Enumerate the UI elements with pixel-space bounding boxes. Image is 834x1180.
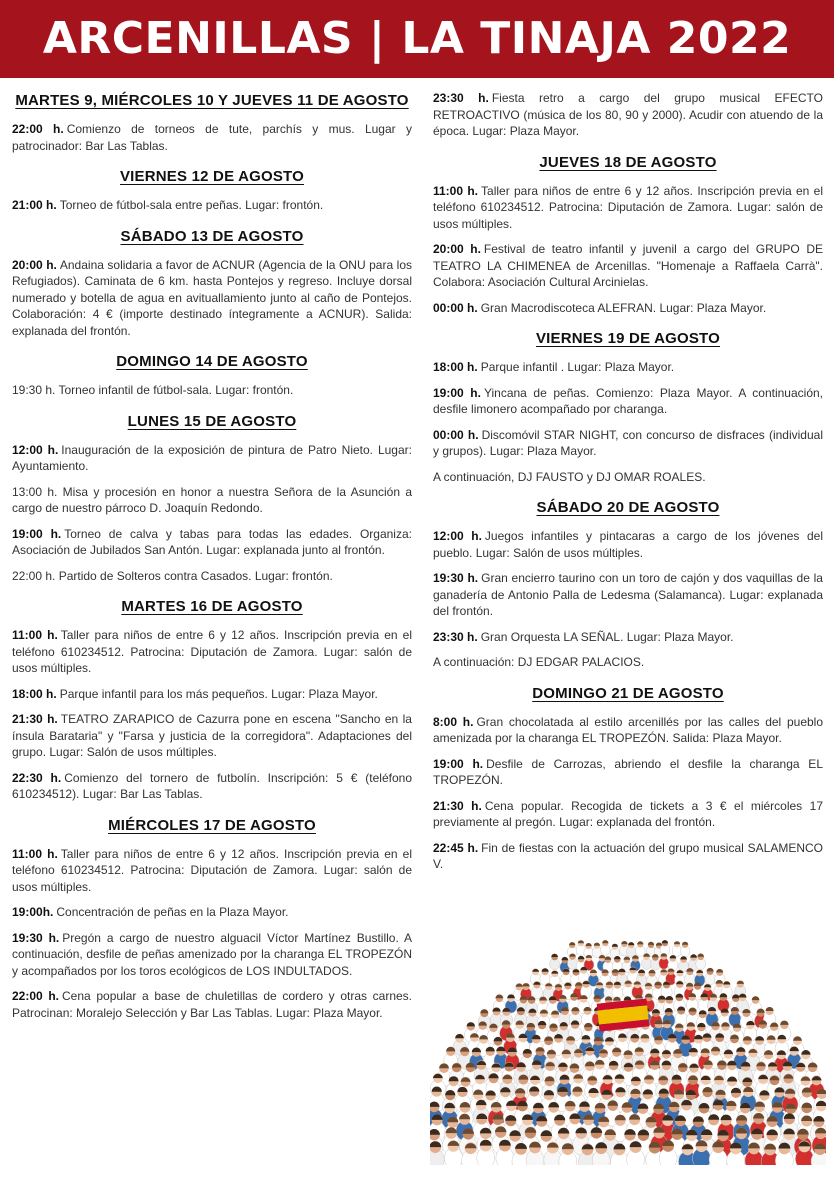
day-heading: DOMINGO 21 DE AGOSTO xyxy=(532,684,724,702)
person-hair xyxy=(638,970,645,974)
event-time: 11:00 h. xyxy=(12,846,58,861)
day-heading: VIERNES 19 DE AGOSTO xyxy=(535,330,721,347)
crowd-photo xyxy=(430,925,826,1165)
day-section xyxy=(433,499,823,671)
title-banner xyxy=(0,0,834,78)
person-hair xyxy=(605,956,612,959)
day-section xyxy=(433,685,823,873)
event-time: 22:45 h. xyxy=(433,840,479,855)
person-hair xyxy=(628,942,634,945)
person-hair xyxy=(578,940,584,943)
event-time: 12:00 h. xyxy=(433,529,482,543)
event-entry xyxy=(433,469,823,486)
person-hair xyxy=(716,969,723,973)
event-entry xyxy=(433,756,823,789)
event-entry xyxy=(433,570,823,620)
day-section xyxy=(433,90,823,140)
event-time: 00:00 h. xyxy=(433,300,478,315)
event-entry xyxy=(12,382,412,399)
event-entry xyxy=(12,526,412,559)
event-description: Gran encierro taurino con un toro de cajón y dos vaquillas de la ganadería de Antonio Palla de Ledesma (Salamanca). Lugar: explanada del frontón. xyxy=(433,571,823,618)
person-hair xyxy=(602,940,608,943)
event-entry xyxy=(433,840,823,873)
person-hair xyxy=(766,1007,774,1011)
day-section xyxy=(433,330,823,485)
event-entry xyxy=(433,385,823,418)
day-heading: JUEVES 18 DE AGOSTO xyxy=(539,153,717,171)
event-description: Cena popular. Recogida de tickets a 3 € el miércoles 17 previamente al pregón. Lugar: explanada del frontón. xyxy=(433,798,823,829)
person-hair xyxy=(780,1021,789,1025)
day-heading: DOMINGO 14 DE AGOSTO xyxy=(116,353,308,370)
event-entry xyxy=(433,528,823,561)
event-entry xyxy=(12,627,412,677)
event-time: 18:00 h. xyxy=(433,360,478,374)
day-section xyxy=(12,92,412,154)
event-description: Fin de fiestas con la actuación del grupo musical SALAMENCO V. xyxy=(433,840,823,871)
event-description: Juegos infantiles y pintacaras a cargo de los jóvenes del pueblo. Lugar: Salón de usos múltiples. xyxy=(433,529,823,560)
event-description: Taller para niños de entre 6 y 12 años. Inscripción previa en el teléfono 610234512. Patrocina: Diputación de Zamora. Lugar: salón de usos múltiples. xyxy=(12,628,412,675)
event-description: 19:30 h. Torneo infantil de fútbol-sala. Lugar: frontón. xyxy=(12,383,294,397)
event-entry xyxy=(433,90,823,140)
event-description: Comienzo de torneos de tute, parchís y mus. Lugar y patrocinador: Bar Las Tablas. xyxy=(12,122,412,153)
event-time: 21:00 h. xyxy=(12,198,57,212)
event-description: A continuación: DJ EDGAR PALACIOS. xyxy=(433,655,645,669)
event-time: 20:00 h. xyxy=(12,257,57,272)
event-description: 22:00 h. Partido de Solteros contra Casados. Lugar: frontón. xyxy=(12,568,333,583)
event-time: 23:30 h. xyxy=(433,629,478,644)
event-entry xyxy=(433,714,823,747)
person-hair xyxy=(612,944,618,947)
event-description: 13:00 h. Misa y procesión en honor a nuestra Señora de la Asunción a cargo de nuestro párroco D. Joaquín Redondo. xyxy=(12,484,412,515)
event-description: Festival de teatro infantil y juvenil a cargo del GRUPO DE TEATRO LA CHIMENEA de Arcenillas. "Homenaje a Raffaela Carrà". Colabora: Asociación Cultural Arcinielas. xyxy=(433,242,823,289)
person-hair xyxy=(793,1036,802,1040)
event-entry xyxy=(12,686,412,703)
person-hair xyxy=(586,943,592,946)
event-entry xyxy=(433,359,823,376)
event-description: Yincana de peñas. Comienzo: Plaza Mayor. A continuación, desfile limonero acompañado por charanga. xyxy=(433,385,823,416)
event-description: Pregón a cargo de nuestro alguacil Víctor Martínez Bustillo. A continuación, desfile de peñas amenizado por la charanga EL TROPEZÓN y acompañados por los toros ecológicos de LOS INDULTADOS. xyxy=(12,930,412,978)
person-hair xyxy=(467,1022,475,1026)
day-heading: MIÉRCOLES 17 DE AGOSTO xyxy=(108,816,316,834)
person-hair xyxy=(648,942,654,945)
person-hair xyxy=(707,968,714,972)
event-entry xyxy=(433,300,823,317)
person-hair xyxy=(594,943,600,946)
event-entry xyxy=(12,484,412,517)
event-description: Cena popular a base de chuletillas de cordero y otras carnes. Patrocinan: Moralejo Selección y Bar Las Tablas. Lugar: Plaza Mayor. xyxy=(12,989,412,1020)
event-entry xyxy=(433,427,823,460)
event-time: 22:00 h. xyxy=(12,989,60,1003)
day-heading: SÁBADO 20 DE AGOSTO xyxy=(536,499,720,516)
person-hair xyxy=(578,956,585,959)
person-hair xyxy=(682,942,688,945)
event-entry xyxy=(12,711,412,761)
event-entry xyxy=(12,930,412,980)
person-hair xyxy=(649,970,656,974)
event-description: Taller para niños de entre 6 y 12 años. Inscripción previa en el teléfono 610234512. Patrocina: Diputación de Zamora. Lugar: salón de usos múltiples. xyxy=(12,846,412,894)
event-description: Discomóvil STAR NIGHT, con concurso de disfraces (individual y grupos). Lugar: Plaza Mayor. xyxy=(433,427,823,458)
event-time: 11:00 h. xyxy=(433,183,479,198)
person-hair xyxy=(455,1034,464,1038)
event-time: 18:00 h. xyxy=(12,686,57,701)
event-description: Fiesta retro a cargo del grupo musical EFECTO RETROACTIVO (música de los 80, 90 y 2000). Acudir con atuendo de la época. Lugar: Plaza Mayor. xyxy=(433,91,823,138)
event-time: 20:00 h. xyxy=(433,242,481,256)
event-description: Desfile de Carrozas, abriendo el desfile la charanga EL TROPEZÓN. xyxy=(433,756,823,787)
day-heading: LUNES 15 DE AGOSTO xyxy=(127,412,297,430)
event-description: TEATRO ZARAPICO de Cazurra pone en escena "Sancho en la ínsula Barataria" y "Farsa y justicia de la corregidora". Adaptaciones del grupo. Lugar: Salón de usos múltiples. xyxy=(12,712,412,759)
event-entry xyxy=(12,121,412,154)
event-description: Taller para niños de entre 6 y 12 años. Inscripción previa en el teléfono 610234512. Patrocina: Diputación de Zamora. Lugar: salón de usos múltiples. xyxy=(433,183,823,231)
event-entry xyxy=(433,241,823,291)
event-description: Gran Macrodiscoteca ALEFRAN. Lugar: Plaza Mayor. xyxy=(480,300,767,315)
person-hair xyxy=(690,954,697,957)
event-entry xyxy=(12,846,412,896)
event-entry xyxy=(12,988,412,1021)
event-description: Parque infantil para los más pequeños. Lugar: Plaza Mayor. xyxy=(59,686,378,701)
day-section xyxy=(433,154,823,317)
page-title: ARCENILLAS | LA TINAJA 2022 xyxy=(42,13,792,64)
day-section xyxy=(12,168,412,214)
day-heading: MARTES 9, MIÉRCOLES 10 Y JUEVES 11 DE AGOSTO xyxy=(15,92,409,109)
person-hair xyxy=(562,957,569,960)
event-time: 11:00 h. xyxy=(12,628,58,642)
event-entry xyxy=(433,629,823,646)
event-entry xyxy=(433,798,823,831)
event-description: Torneo de fútbol-sala entre peñas. Lugar: frontón. xyxy=(59,198,324,212)
event-time: 21:30 h. xyxy=(12,712,58,726)
event-time: 19:00 h. xyxy=(12,526,62,541)
event-time: 19:00 h. xyxy=(433,756,484,771)
event-time: 21:30 h. xyxy=(433,798,482,813)
person-hair xyxy=(480,1009,488,1013)
day-section xyxy=(12,817,412,1022)
event-description: Gran chocolatada al estilo arcenillés por las calles del pueblo amenizada por la charanga EL TROPEZÓN. Salida: Plaza Mayor. xyxy=(433,714,824,745)
day-heading: MARTES 16 DE AGOSTO xyxy=(121,598,303,615)
day-section xyxy=(12,353,412,399)
event-time: 12:00 h. xyxy=(12,442,59,457)
event-entry xyxy=(12,442,412,475)
day-section xyxy=(12,598,412,803)
event-description: Inauguración de la exposición de pintura de Patro Nieto. Lugar: Ayuntamiento. xyxy=(12,442,412,473)
event-entry xyxy=(12,568,412,585)
right-column xyxy=(433,90,823,887)
day-heading: VIERNES 12 DE AGOSTO xyxy=(119,168,305,185)
event-time: 00:00 h. xyxy=(433,427,479,442)
day-heading: SÁBADO 13 DE AGOSTO xyxy=(120,227,304,245)
event-description: Comienzo del tornero de futbolín. Inscripción: 5 € (teléfono 610234512). Lugar: Bar Las Tablas. xyxy=(12,770,412,801)
event-time: 19:30 h. xyxy=(433,571,479,585)
person-hair xyxy=(551,954,558,957)
event-entry xyxy=(433,654,823,671)
person-hair xyxy=(656,943,662,946)
event-entry xyxy=(12,904,412,921)
day-section xyxy=(12,228,412,340)
left-column xyxy=(12,92,412,1035)
event-description: Concentración de peñas en la Plaza Mayor. xyxy=(56,905,289,919)
event-description: A continuación, DJ FAUSTO y DJ OMAR ROALES. xyxy=(433,469,706,484)
person-hair xyxy=(569,942,575,945)
day-section xyxy=(12,413,412,585)
event-entry xyxy=(12,770,412,803)
event-entry xyxy=(12,257,412,340)
person-hair xyxy=(621,941,627,944)
person-hair xyxy=(752,996,760,1000)
event-entry xyxy=(12,197,412,214)
event-time: 8:00 h. xyxy=(433,714,474,729)
event-description: Andaina solidaria a favor de ACNUR (Agencia de la ONU para los Refugiados). Caminata de 6 km. hasta Pontejos y regreso. Incluye dorsal numerado y botella de agua en avituallamiento junto al caño de Pontejos. Colaboración: 4 € (importe destinado íntegramente a ACNUR). Salida: explanada del frontón. xyxy=(12,257,412,338)
event-time: 22:00 h. xyxy=(12,122,64,136)
event-description: Gran Orquesta LA SEÑAL. Lugar: Plaza Mayor. xyxy=(480,629,734,644)
event-description: Torneo de calva y tabas para todas las edades. Organiza: Asociación de Jubilados San Antón. Lugar: explanada junto al frontón. xyxy=(12,526,412,557)
event-entry xyxy=(433,183,823,233)
event-time: 19:00h. xyxy=(12,905,54,919)
event-time: 22:30 h. xyxy=(12,770,62,785)
person-hair xyxy=(542,968,549,972)
event-time: 19:00 h. xyxy=(433,385,481,400)
person-hair xyxy=(496,994,504,998)
event-description: Parque infantil . Lugar: Plaza Mayor. xyxy=(480,360,675,374)
person-hair xyxy=(674,941,680,944)
person-hair xyxy=(662,940,668,943)
person-hair xyxy=(697,954,704,957)
event-time: 19:30 h. xyxy=(12,930,60,945)
person-hair xyxy=(637,941,643,944)
event-time: 23:30 h. xyxy=(433,91,489,105)
